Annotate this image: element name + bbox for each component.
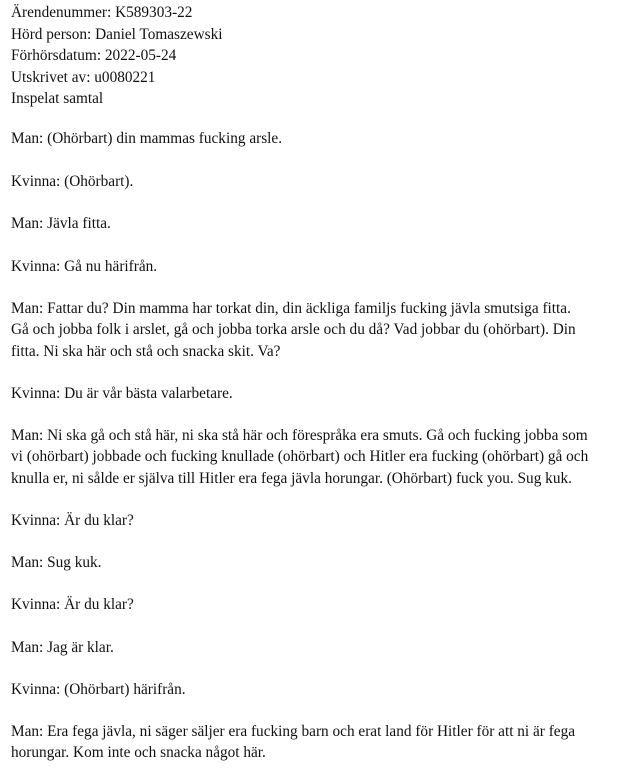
transcript-utterance (11, 721, 631, 764)
transcript-utterance (11, 510, 631, 531)
transcript-utterance (11, 213, 631, 234)
utterance-line: Man: (Ohörbart) din mammas fucking arsle. (11, 130, 283, 147)
transcript-utterance (11, 552, 631, 573)
utterance-line: knulla er, ni sålde er själva till Hitler era fega jävla horungar. (Ohörbart) fuck you. Sug kuk. (11, 469, 572, 487)
recording-note: Inspelat samtal (11, 90, 104, 107)
utterance-line: Man: Ni ska gå och stå här, ni ska stå här och förespråka era smuts. Gå och fucking jobba som (11, 427, 588, 444)
transcribed-by: Utskrivet av: u0080221 (11, 68, 156, 86)
interview-date: Förhörsdatum: 2022-05-24 (11, 47, 177, 64)
utterance-line: Kvinna: (Ohörbart) härifrån. (11, 681, 186, 698)
transcript-utterance (11, 594, 631, 615)
utterance-line: Man: Jävla fitta. (11, 215, 111, 232)
case-number: Ärendenummer: K589303-22 (11, 4, 193, 21)
utterance-line: fitta. Ni ska här och stå och snacka skit. Va? (11, 342, 281, 360)
utterance-line: Kvinna: Du är vår bästa valarbetare. (11, 385, 233, 402)
transcript-utterance (11, 383, 631, 404)
interviewee: Hörd person: Daniel Tomaszewski (11, 25, 223, 43)
utterance-line: Kvinna: Är du klar? (11, 596, 134, 613)
utterance-line: horungar. Kom inte och snacka något här. (11, 744, 266, 762)
transcript-utterance (11, 679, 631, 700)
utterance-line: vi (ohörbart) jobbade och fucking knullade (ohörbart) och Hitler era fucking (ohörbart) gå och (11, 448, 589, 466)
utterance-line: Man: Fattar du? Din mamma har torkat din, din äckliga familjs fucking jävla smutsiga fitta. (11, 300, 571, 317)
case-header (11, 2, 222, 110)
transcript-utterance (11, 425, 631, 489)
utterance-line: Man: Sug kuk. (11, 554, 102, 571)
utterance-line: Gå och jobba folk i arslet, gå och jobba torka arsle och du då? Vad jobbar du (ohörbart). Din (11, 321, 576, 339)
utterance-line: Man: Jag är klar. (11, 639, 114, 656)
utterance-line: Kvinna: Är du klar? (11, 512, 134, 529)
transcript-utterance (11, 128, 631, 149)
transcript-utterance (11, 171, 631, 192)
utterance-line: Man: Era fega jävla, ni säger säljer era fucking barn och erat land för Hitler för att ni är fega (11, 723, 576, 740)
transcript-utterance (11, 637, 631, 658)
transcript-utterance (11, 298, 631, 362)
utterance-line: Kvinna: (Ohörbart). (11, 173, 134, 190)
transcript-utterance (11, 256, 631, 277)
utterance-line: Kvinna: Gå nu härifrån. (11, 258, 158, 275)
